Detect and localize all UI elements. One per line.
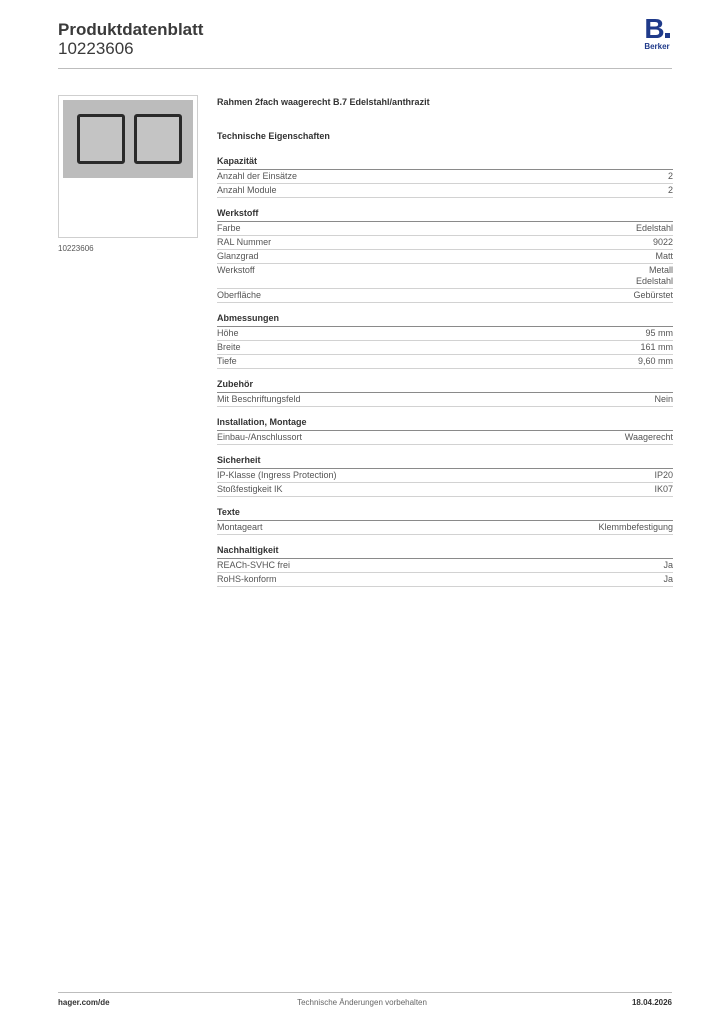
spec-value-line: 9022 (652, 237, 673, 247)
spec-value-line: 95 mm (645, 328, 673, 338)
spec-group (217, 208, 673, 303)
image-caption: 10223606 (58, 244, 94, 253)
product-name: Rahmen 2fach waagerecht B.7 Edelstahl/anthrazit (217, 97, 430, 107)
spec-group-title: Kapazität (217, 156, 673, 170)
spec-value (663, 560, 673, 571)
spec-group (217, 417, 673, 445)
frame-plate-image (63, 100, 193, 178)
spec-group-title: Werkstoff (217, 208, 673, 222)
spec-value-line: IP20 (654, 470, 673, 480)
spec-group-title: Abmessungen (217, 313, 673, 327)
spec-row (217, 289, 673, 303)
spec-label: Einbau-/Anschlussort (217, 432, 303, 442)
spec-group (217, 455, 673, 497)
spec-value (668, 171, 673, 182)
spec-value-line: 9,60 mm (637, 356, 673, 366)
spec-row (217, 264, 673, 289)
spec-value-line: 2 (667, 171, 673, 181)
spec-groups (217, 156, 673, 587)
spec-label: REACh-SVHC frei (217, 560, 291, 570)
footer-divider (58, 992, 672, 993)
spec-value (640, 342, 673, 353)
spec-row (217, 469, 673, 483)
spec-label: Werkstoff (217, 265, 255, 275)
spec-row (217, 250, 673, 264)
spec-value (625, 432, 673, 443)
footer-website: hager.com/de (58, 998, 110, 1007)
spec-row (217, 170, 673, 184)
section-heading: Technische Eigenschaften (217, 131, 330, 141)
spec-value-line: Nein (654, 394, 673, 404)
spec-value (653, 237, 673, 248)
spec-value-line: Metall (648, 265, 673, 275)
spec-row (217, 521, 673, 535)
spec-label: Montageart (217, 522, 263, 532)
spec-value-line: Ja (663, 574, 673, 584)
spec-group-title: Nachhaltigkeit (217, 545, 673, 559)
spec-row (217, 483, 673, 497)
spec-value (638, 356, 673, 367)
spec-value-line: 2 (667, 185, 673, 195)
spec-label: Glanzgrad (217, 251, 259, 261)
spec-group (217, 313, 673, 369)
spec-value-line: IK07 (654, 484, 673, 494)
spec-label: RoHS-konform (217, 574, 277, 584)
spec-value-line: Gebürstet (633, 290, 673, 300)
spec-row (217, 573, 673, 587)
footer-disclaimer: Technische Änderungen vorbehalten (297, 998, 427, 1007)
spec-label: Tiefe (217, 356, 237, 366)
logo-text: Berker (644, 42, 670, 51)
header-divider (58, 68, 672, 69)
spec-row (217, 393, 673, 407)
spec-row (217, 341, 673, 355)
spec-group-title: Zubehör (217, 379, 673, 393)
spec-value (654, 470, 673, 481)
spec-label: IP-Klasse (Ingress Protection) (217, 470, 337, 480)
spec-group-title: Texte (217, 507, 673, 521)
spec-group-title: Installation, Montage (217, 417, 673, 431)
spec-value (654, 484, 673, 495)
spec-label: Höhe (217, 328, 239, 338)
logo-letter: B (644, 13, 664, 44)
logo-dot-icon (665, 33, 670, 38)
spec-value-line: Edelstahl (635, 223, 673, 233)
spec-value (598, 522, 673, 533)
spec-label: Mit Beschriftungsfeld (217, 394, 301, 404)
spec-label: RAL Nummer (217, 237, 272, 247)
spec-value (655, 251, 673, 262)
product-image (58, 95, 198, 238)
spec-value-line: Waagerecht (624, 432, 673, 442)
spec-label: Stoßfestigkeit IK (217, 484, 283, 494)
footer-date: 18.04.2026 (631, 998, 672, 1007)
berker-logo (640, 13, 674, 51)
spec-label: Anzahl der Einsätze (217, 171, 298, 181)
frame-opening-right (134, 114, 182, 164)
frame-opening-left (77, 114, 125, 164)
spec-value-line: 161 mm (640, 342, 673, 352)
spec-value (645, 328, 673, 339)
spec-value-line: Matt (655, 251, 673, 261)
spec-row (217, 431, 673, 445)
spec-column (217, 96, 673, 587)
spec-value-line: Klemmbefestigung (598, 522, 673, 532)
document-title: Produktdatenblatt (58, 20, 204, 39)
spec-group (217, 507, 673, 535)
spec-label: Breite (217, 342, 241, 352)
spec-label: Oberfläche (217, 290, 262, 300)
spec-value (663, 574, 673, 585)
spec-group-title: Sicherheit (217, 455, 673, 469)
spec-value-line: Edelstahl (635, 276, 673, 286)
spec-label: Anzahl Module (217, 185, 277, 195)
spec-value (668, 185, 673, 196)
spec-value (633, 290, 673, 301)
spec-value (636, 223, 673, 234)
spec-value-line: Ja (663, 560, 673, 570)
spec-group (217, 545, 673, 587)
spec-row (217, 559, 673, 573)
spec-row (217, 327, 673, 341)
spec-row (217, 236, 673, 250)
spec-label: Farbe (217, 223, 241, 233)
spec-row (217, 355, 673, 369)
spec-row (217, 184, 673, 198)
spec-group (217, 379, 673, 407)
spec-group (217, 156, 673, 198)
spec-row (217, 222, 673, 236)
spec-value (636, 265, 673, 287)
spec-value (654, 394, 673, 405)
document-number: 10223606 (58, 39, 134, 58)
